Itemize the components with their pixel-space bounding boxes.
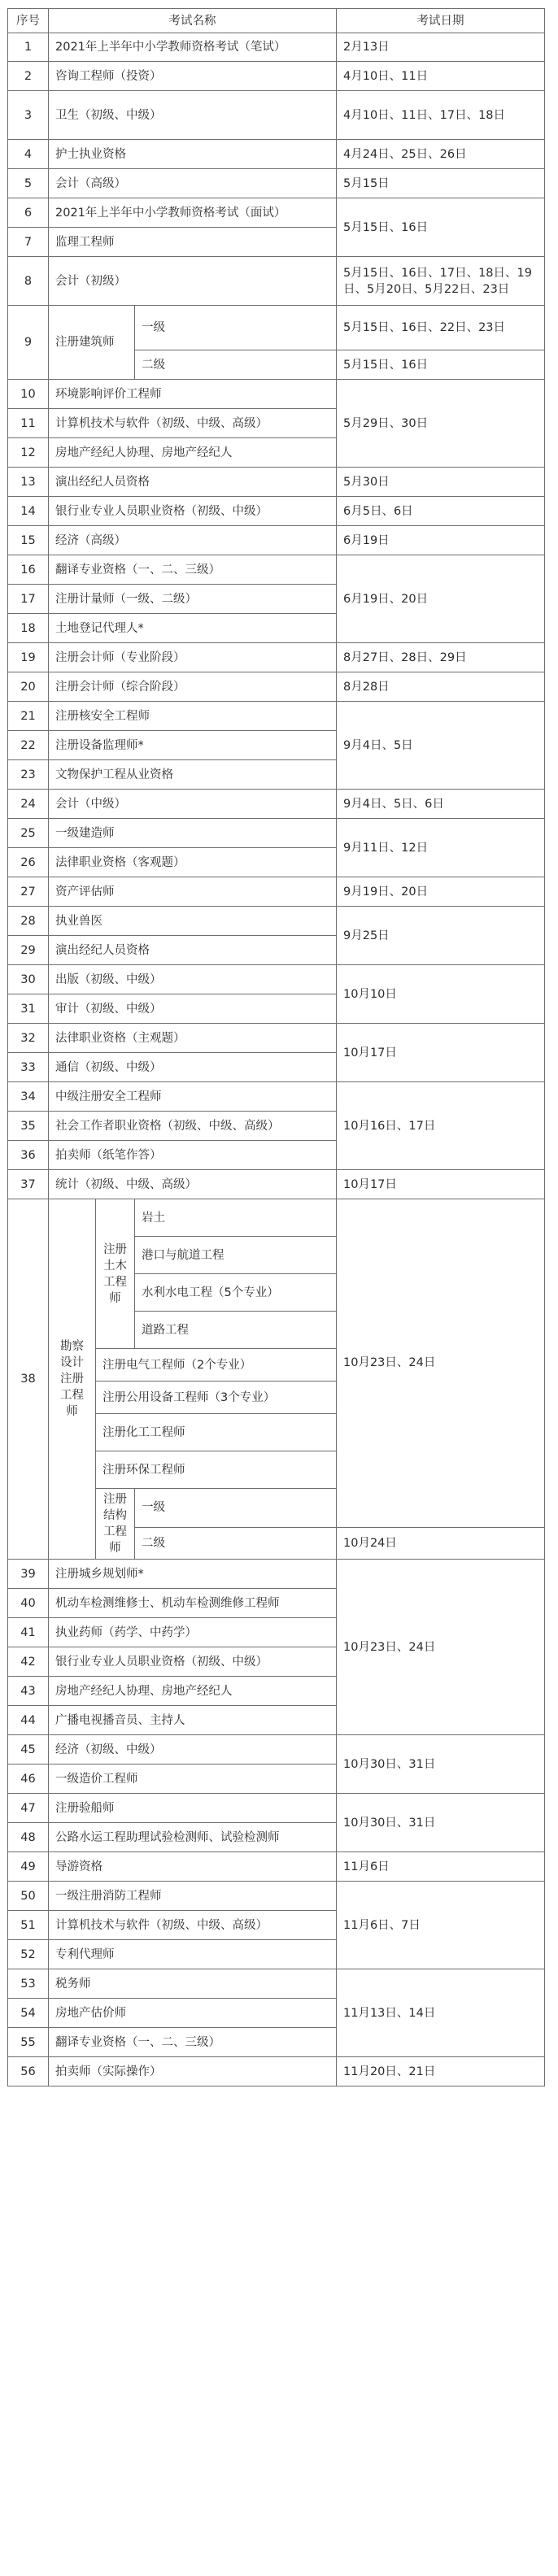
exam-name: 执业药师（药学、中药学） bbox=[49, 1618, 337, 1647]
exam-sub-major: 注册化工工程师 bbox=[96, 1414, 337, 1451]
row-number: 45 bbox=[8, 1735, 49, 1764]
exam-name: 会计（高级） bbox=[49, 169, 337, 198]
row-number: 3 bbox=[8, 91, 49, 140]
row-number: 13 bbox=[8, 468, 49, 497]
table-row bbox=[8, 468, 545, 497]
exam-name: 计算机技术与软件（初级、中级、高级） bbox=[49, 409, 337, 438]
exam-sub-major: 岩土 bbox=[135, 1199, 337, 1237]
exam-date: 2月13日 bbox=[337, 33, 545, 62]
row-number: 18 bbox=[8, 614, 49, 643]
exam-name: 社会工作者职业资格（初级、中级、高级） bbox=[49, 1112, 337, 1141]
exam-name: 注册计量师（一级、二级） bbox=[49, 585, 337, 614]
exam-name: 演出经纪人员资格 bbox=[49, 468, 337, 497]
table-row bbox=[8, 2057, 545, 2086]
table-row bbox=[8, 790, 545, 819]
row-number: 44 bbox=[8, 1706, 49, 1735]
row-number: 10 bbox=[8, 380, 49, 409]
exam-name: 土地登记代理人* bbox=[49, 614, 337, 643]
exam-name: 出版（初级、中级） bbox=[49, 965, 337, 994]
table-row bbox=[8, 380, 545, 409]
exam-date: 9月25日 bbox=[337, 907, 545, 965]
table-row bbox=[8, 1735, 545, 1764]
table-header-row bbox=[8, 9, 545, 33]
exam-name: 护士执业资格 bbox=[49, 140, 337, 169]
exam-date: 11月6日 bbox=[337, 1852, 545, 1882]
exam-date: 5月29日、30日 bbox=[337, 380, 545, 468]
row-number: 47 bbox=[8, 1794, 49, 1823]
table-row bbox=[8, 526, 545, 555]
row-number: 5 bbox=[8, 169, 49, 198]
exam-name: 注册核安全工程师 bbox=[49, 702, 337, 731]
exam-name: 房地产估价师 bbox=[49, 1999, 337, 2028]
exam-name: 文物保护工程从业资格 bbox=[49, 760, 337, 790]
row-number: 52 bbox=[8, 1940, 49, 1969]
table-row bbox=[8, 91, 545, 140]
table-row bbox=[8, 257, 545, 306]
table-row bbox=[8, 1969, 545, 1999]
table-row bbox=[8, 672, 545, 702]
exam-name: 一级造价工程师 bbox=[49, 1764, 337, 1794]
row-number: 37 bbox=[8, 1170, 49, 1199]
table-row bbox=[8, 1882, 545, 1911]
header-date: 考试日期 bbox=[337, 9, 545, 33]
table-row bbox=[8, 1560, 545, 1589]
exam-name: 注册建筑师 bbox=[49, 306, 135, 380]
table-row bbox=[8, 62, 545, 91]
row-number: 19 bbox=[8, 643, 49, 672]
exam-name: 一级注册消防工程师 bbox=[49, 1882, 337, 1911]
exam-date: 9月4日、5日、6日 bbox=[337, 790, 545, 819]
exam-date: 8月28日 bbox=[337, 672, 545, 702]
exam-name: 监理工程师 bbox=[49, 228, 337, 257]
exam-name: 法律职业资格（客观题） bbox=[49, 848, 337, 877]
row-number: 24 bbox=[8, 790, 49, 819]
exam-date: 11月13日、14日 bbox=[337, 1969, 545, 2057]
exam-name: 卫生（初级、中级） bbox=[49, 91, 337, 140]
exam-sub-major: 注册公用设备工程师（3个专业） bbox=[96, 1382, 337, 1414]
row-number: 42 bbox=[8, 1647, 49, 1677]
row-number: 29 bbox=[8, 936, 49, 965]
row-number: 55 bbox=[8, 2028, 49, 2057]
row-number: 41 bbox=[8, 1618, 49, 1647]
exam-subgroup-name: 注册土木工程师 bbox=[96, 1199, 135, 1349]
row-number: 54 bbox=[8, 1999, 49, 2028]
row-number: 25 bbox=[8, 819, 49, 848]
row-number: 14 bbox=[8, 497, 49, 526]
row-number: 20 bbox=[8, 672, 49, 702]
exam-name: 拍卖师（实际操作） bbox=[49, 2057, 337, 2086]
exam-sub-level: 二级 bbox=[135, 1527, 337, 1559]
table-row bbox=[8, 306, 545, 350]
exam-name: 2021年上半年中小学教师资格考试（面试） bbox=[49, 198, 337, 228]
exam-date: 4月24日、25日、26日 bbox=[337, 140, 545, 169]
exam-date: 5月15日、16日、17日、18日、19日、5月20日、5月22日、23日 bbox=[337, 257, 545, 306]
row-number: 1 bbox=[8, 33, 49, 62]
exam-date: 10月24日 bbox=[337, 1527, 545, 1559]
row-number: 7 bbox=[8, 228, 49, 257]
row-number: 2 bbox=[8, 62, 49, 91]
exam-name: 计算机技术与软件（初级、中级、高级） bbox=[49, 1911, 337, 1940]
table-row bbox=[8, 1199, 545, 1237]
row-number: 28 bbox=[8, 907, 49, 936]
exam-name: 翻译专业资格（一、二、三级） bbox=[49, 555, 337, 585]
table-row bbox=[8, 819, 545, 848]
table-row bbox=[8, 497, 545, 526]
exam-name: 经济（高级） bbox=[49, 526, 337, 555]
table-row bbox=[8, 702, 545, 731]
exam-name: 银行业专业人员职业资格（初级、中级） bbox=[49, 1647, 337, 1677]
exam-date: 5月15日、16日 bbox=[337, 198, 545, 257]
exam-date: 10月16日、17日 bbox=[337, 1082, 545, 1170]
exam-name: 会计（初级） bbox=[49, 257, 337, 306]
exam-date: 11月6日、7日 bbox=[337, 1882, 545, 1969]
row-number: 6 bbox=[8, 198, 49, 228]
exam-name: 公路水运工程助理试验检测师、试验检测师 bbox=[49, 1823, 337, 1852]
row-number: 39 bbox=[8, 1560, 49, 1589]
exam-name: 2021年上半年中小学教师资格考试（笔试） bbox=[49, 33, 337, 62]
exam-name: 经济（初级、中级） bbox=[49, 1735, 337, 1764]
row-number: 35 bbox=[8, 1112, 49, 1141]
table-row bbox=[8, 643, 545, 672]
row-number: 15 bbox=[8, 526, 49, 555]
exam-name: 执业兽医 bbox=[49, 907, 337, 936]
exam-name: 中级注册安全工程师 bbox=[49, 1082, 337, 1112]
exam-date: 6月19日 bbox=[337, 526, 545, 555]
exam-sub-level: 一级 bbox=[135, 1489, 337, 1528]
exam-name: 机动车检测维修士、机动车检测维修工程师 bbox=[49, 1589, 337, 1618]
exam-date: 5月15日 bbox=[337, 169, 545, 198]
table-row bbox=[8, 1852, 545, 1882]
row-number: 30 bbox=[8, 965, 49, 994]
row-number: 53 bbox=[8, 1969, 49, 1999]
exam-sub-major: 注册电气工程师（2个专业） bbox=[96, 1349, 337, 1382]
row-number: 34 bbox=[8, 1082, 49, 1112]
exam-date: 4月10日、11日、17日、18日 bbox=[337, 91, 545, 140]
exam-name: 导游资格 bbox=[49, 1852, 337, 1882]
exam-name: 注册会计师（综合阶段） bbox=[49, 672, 337, 702]
row-number: 46 bbox=[8, 1764, 49, 1794]
exam-sub-major: 道路工程 bbox=[135, 1312, 337, 1349]
exam-name: 环境影响评价工程师 bbox=[49, 380, 337, 409]
table-row bbox=[8, 169, 545, 198]
exam-date: 10月23日、24日 bbox=[337, 1199, 545, 1528]
exam-name: 广播电视播音员、主持人 bbox=[49, 1706, 337, 1735]
exam-sub-level: 二级 bbox=[135, 350, 337, 380]
exam-schedule-table bbox=[7, 8, 545, 2086]
row-number: 48 bbox=[8, 1823, 49, 1852]
row-number: 56 bbox=[8, 2057, 49, 2086]
row-number: 32 bbox=[8, 1024, 49, 1053]
row-number: 17 bbox=[8, 585, 49, 614]
table-row bbox=[8, 907, 545, 936]
row-number: 11 bbox=[8, 409, 49, 438]
row-number: 38 bbox=[8, 1199, 49, 1560]
exam-name: 法律职业资格（主观题） bbox=[49, 1024, 337, 1053]
row-number: 12 bbox=[8, 438, 49, 468]
exam-date: 10月30日、31日 bbox=[337, 1794, 545, 1852]
row-number: 50 bbox=[8, 1882, 49, 1911]
header-no: 序号 bbox=[8, 9, 49, 33]
exam-date: 8月27日、28日、29日 bbox=[337, 643, 545, 672]
exam-date: 11月20日、21日 bbox=[337, 2057, 545, 2086]
table-row bbox=[8, 33, 545, 62]
exam-name: 会计（中级） bbox=[49, 790, 337, 819]
row-number: 4 bbox=[8, 140, 49, 169]
exam-name: 翻译专业资格（一、二、三级） bbox=[49, 2028, 337, 2057]
row-number: 9 bbox=[8, 306, 49, 380]
exam-sub-major: 港口与航道工程 bbox=[135, 1237, 337, 1274]
exam-name: 审计（初级、中级） bbox=[49, 994, 337, 1024]
row-number: 40 bbox=[8, 1589, 49, 1618]
row-number: 49 bbox=[8, 1852, 49, 1882]
table-row bbox=[8, 877, 545, 907]
row-number: 33 bbox=[8, 1053, 49, 1082]
exam-date: 5月30日 bbox=[337, 468, 545, 497]
exam-group-name: 勘察设计注册工程师 bbox=[49, 1199, 96, 1560]
exam-date: 10月17日 bbox=[337, 1024, 545, 1082]
exam-sub-major: 水利水电工程（5个专业） bbox=[135, 1274, 337, 1312]
table-row bbox=[8, 555, 545, 585]
table-row bbox=[8, 1170, 545, 1199]
exam-name: 拍卖师（纸笔作答） bbox=[49, 1141, 337, 1170]
row-number: 21 bbox=[8, 702, 49, 731]
exam-date: 4月10日、11日 bbox=[337, 62, 545, 91]
table-row bbox=[8, 965, 545, 994]
exam-name: 注册会计师（专业阶段） bbox=[49, 643, 337, 672]
exam-name: 银行业专业人员职业资格（初级、中级） bbox=[49, 497, 337, 526]
exam-name: 通信（初级、中级） bbox=[49, 1053, 337, 1082]
exam-name: 专利代理师 bbox=[49, 1940, 337, 1969]
exam-name: 演出经纪人员资格 bbox=[49, 936, 337, 965]
exam-date: 6月5日、6日 bbox=[337, 497, 545, 526]
row-number: 26 bbox=[8, 848, 49, 877]
table-row bbox=[8, 198, 545, 228]
table-row bbox=[8, 1794, 545, 1823]
exam-date: 9月4日、5日 bbox=[337, 702, 545, 790]
exam-name: 注册设备监理师* bbox=[49, 731, 337, 760]
row-number: 36 bbox=[8, 1141, 49, 1170]
row-number: 23 bbox=[8, 760, 49, 790]
exam-name: 一级建造师 bbox=[49, 819, 337, 848]
exam-name: 注册验船师 bbox=[49, 1794, 337, 1823]
row-number: 22 bbox=[8, 731, 49, 760]
row-number: 51 bbox=[8, 1911, 49, 1940]
exam-date: 10月10日 bbox=[337, 965, 545, 1024]
table-row bbox=[8, 1082, 545, 1112]
row-number: 8 bbox=[8, 257, 49, 306]
exam-date: 5月15日、16日 bbox=[337, 350, 545, 380]
exam-sub-major: 注册环保工程师 bbox=[96, 1451, 337, 1489]
row-number: 27 bbox=[8, 877, 49, 907]
exam-name: 统计（初级、中级、高级） bbox=[49, 1170, 337, 1199]
exam-date: 9月11日、12日 bbox=[337, 819, 545, 877]
exam-name: 资产评估师 bbox=[49, 877, 337, 907]
exam-date: 10月30日、31日 bbox=[337, 1735, 545, 1794]
row-number: 31 bbox=[8, 994, 49, 1024]
exam-date: 5月15日、16日、22日、23日 bbox=[337, 306, 545, 350]
exam-date: 6月19日、20日 bbox=[337, 555, 545, 643]
row-number: 43 bbox=[8, 1677, 49, 1706]
exam-date: 10月17日 bbox=[337, 1170, 545, 1199]
exam-name: 房地产经纪人协理、房地产经纪人 bbox=[49, 438, 337, 468]
exam-sub-level: 一级 bbox=[135, 306, 337, 350]
exam-name: 咨询工程师（投资） bbox=[49, 62, 337, 91]
exam-name: 房地产经纪人协理、房地产经纪人 bbox=[49, 1677, 337, 1706]
exam-date: 9月19日、20日 bbox=[337, 877, 545, 907]
table-row bbox=[8, 140, 545, 169]
exam-name: 税务师 bbox=[49, 1969, 337, 1999]
exam-name: 注册城乡规划师* bbox=[49, 1560, 337, 1589]
table-row bbox=[8, 1024, 545, 1053]
header-name: 考试名称 bbox=[49, 9, 337, 33]
exam-date: 10月23日、24日 bbox=[337, 1560, 545, 1735]
row-number: 16 bbox=[8, 555, 49, 585]
exam-subgroup-name: 注册结构工程师 bbox=[96, 1489, 135, 1560]
